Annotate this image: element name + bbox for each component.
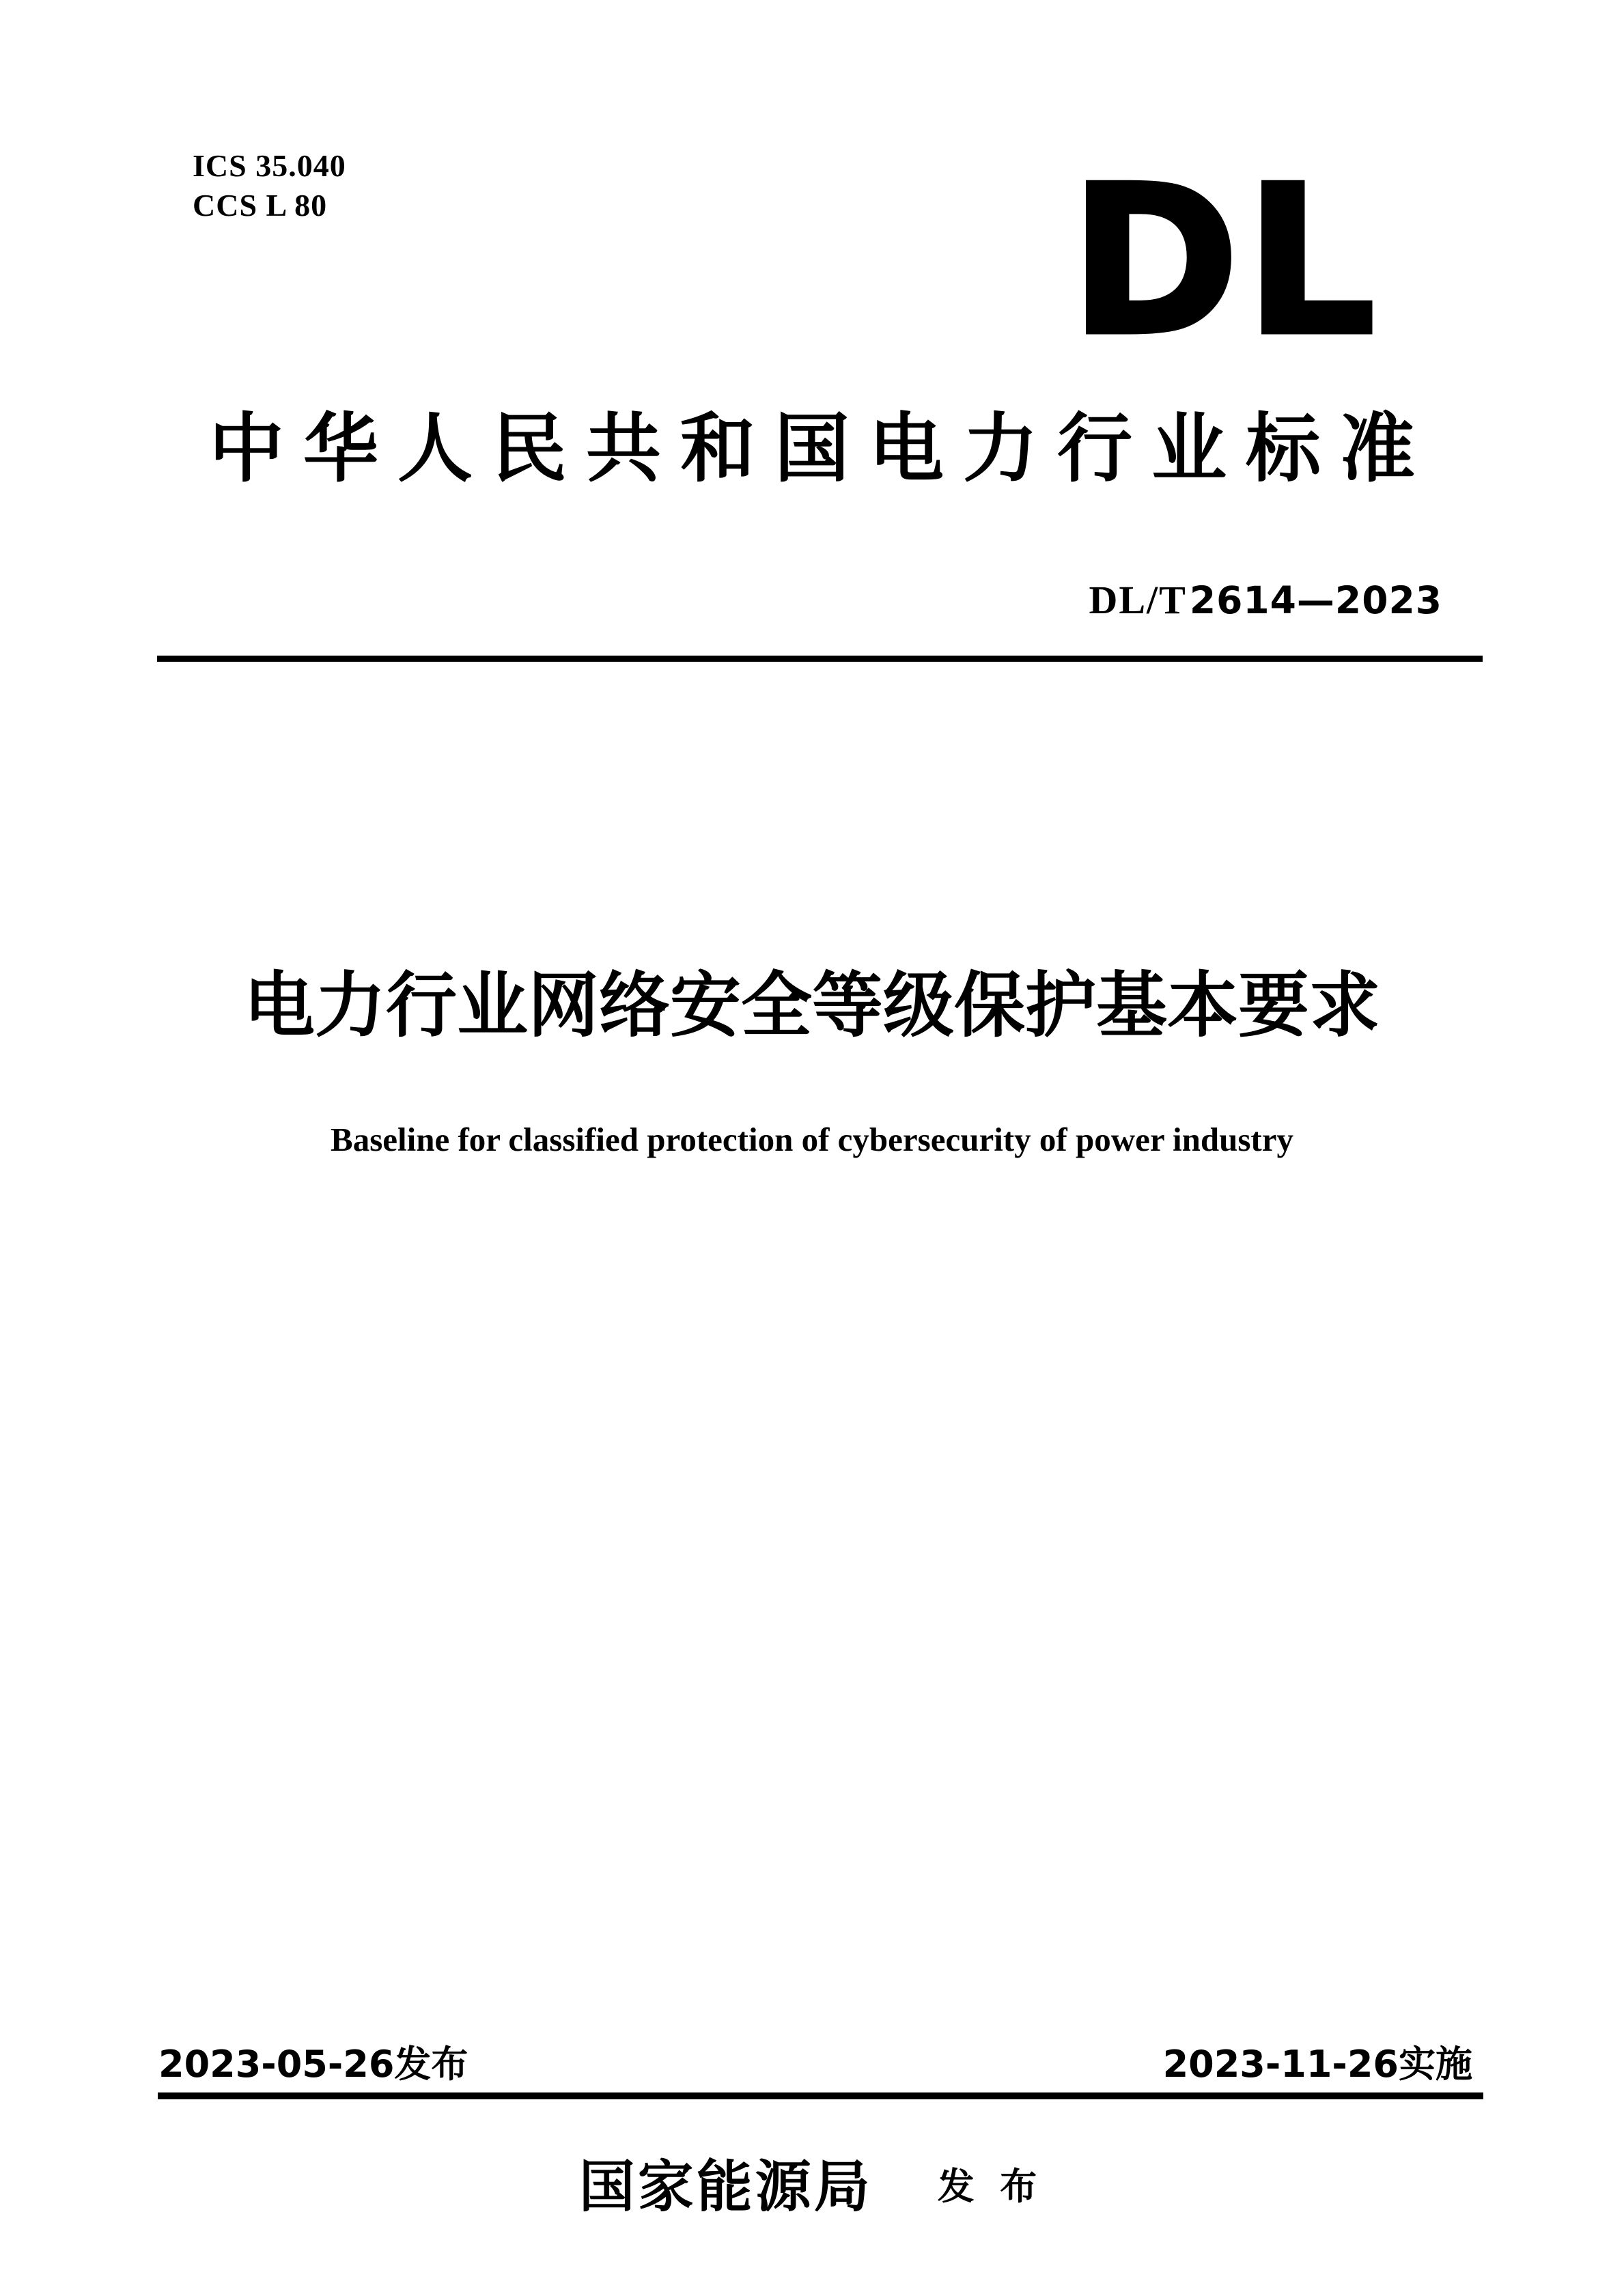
ics-code: ICS 35.040	[193, 148, 346, 183]
publisher-action-label: 发 布	[937, 2166, 1046, 2208]
implementation-label: 实施	[1399, 2043, 1472, 2086]
dates-row	[158, 2043, 1472, 2086]
footer-rule	[158, 2092, 1483, 2099]
standard-number-prefix: DL/T	[1089, 578, 1187, 622]
issue-label: 发布	[394, 2043, 468, 2086]
issue-date: 2023-05-26	[158, 2043, 395, 2086]
dl-logo: DL	[1069, 142, 1382, 380]
issue-date-line	[158, 2043, 468, 2086]
implementation-date-line	[1163, 2043, 1472, 2086]
standard-class-title: 中华人民共和国电力行业标准	[209, 408, 1434, 491]
header-rule	[157, 656, 1483, 662]
classification-codes	[193, 146, 346, 225]
publisher-name: 国家能源局	[578, 2156, 873, 2218]
standard-number	[1089, 580, 1442, 620]
implementation-date: 2023-11-26	[1162, 2043, 1399, 2086]
document-title-en: Baseline for classified protection of cybersecurity of power industry	[331, 1121, 1293, 1158]
standard-number-value: 2614—2023	[1189, 578, 1442, 622]
publisher-row	[0, 2157, 1624, 2218]
document-title-zh: 电力行业网络安全等级保护基本要求	[243, 967, 1380, 1046]
ccs-code: CCS L 80	[193, 188, 328, 223]
